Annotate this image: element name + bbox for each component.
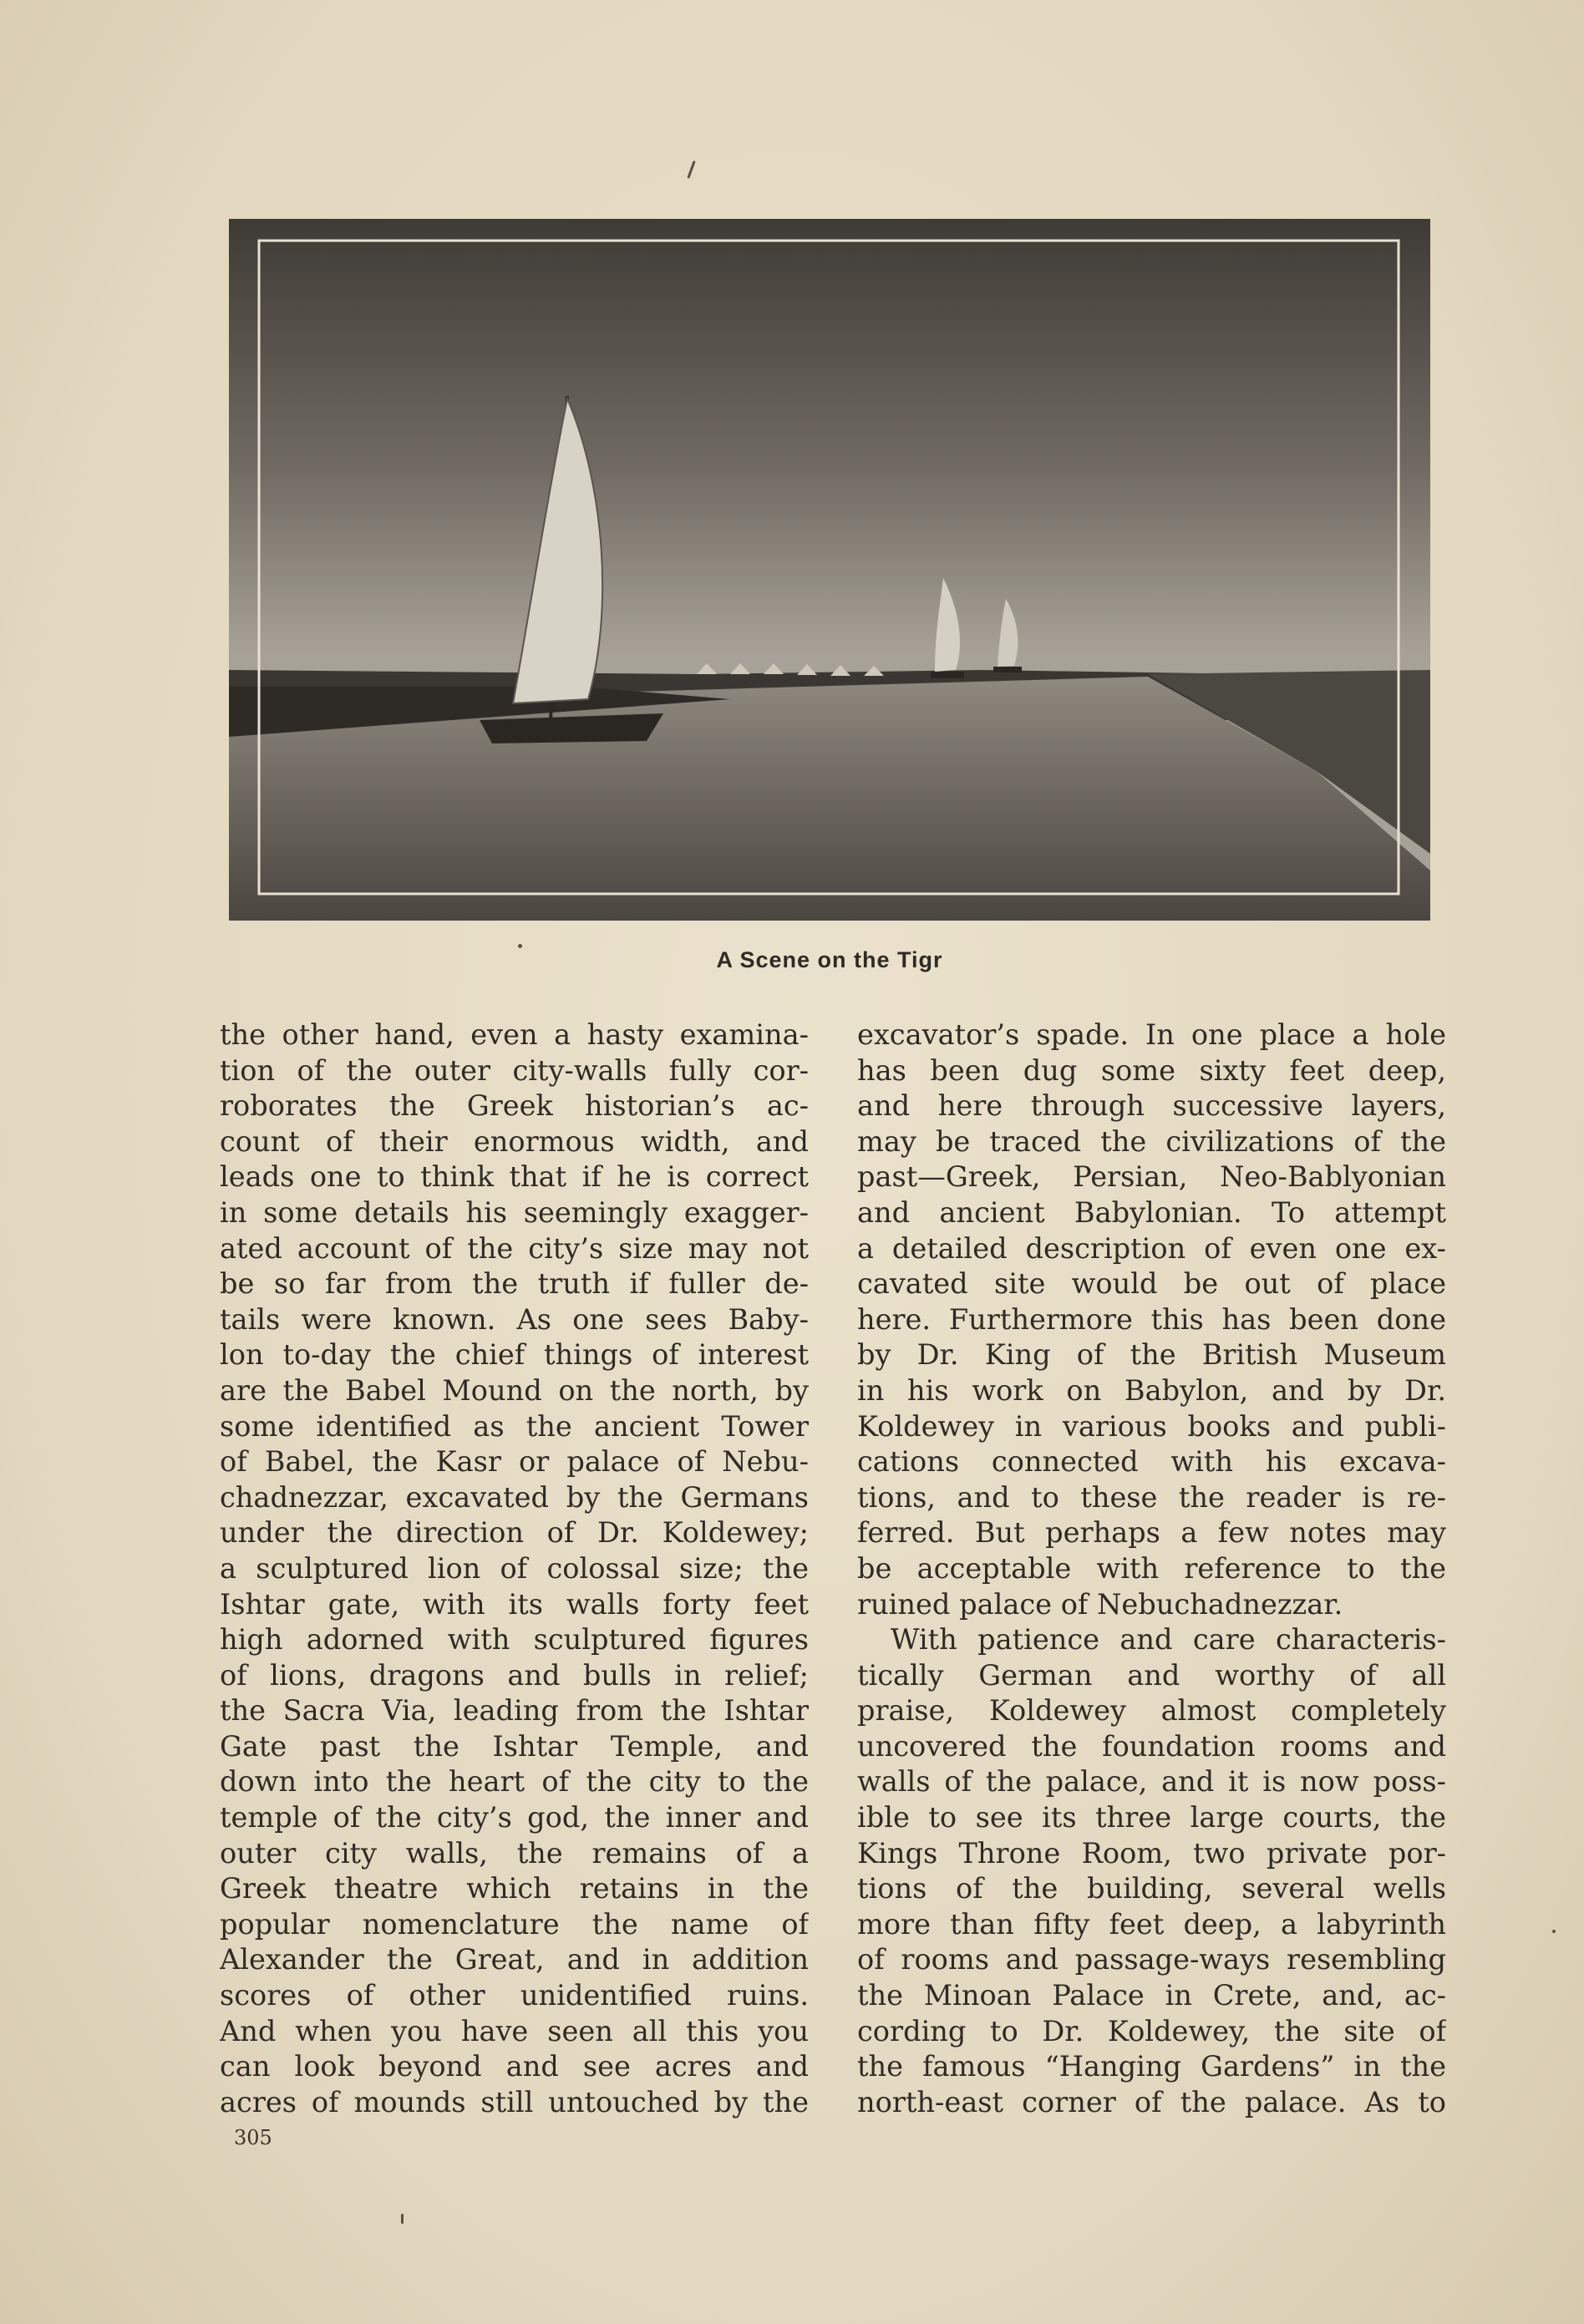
- text-line: cording to Dr. Koldewey, the site of: [857, 2014, 1446, 2047]
- text-line: count of their enormous width, and: [220, 1124, 809, 1158]
- text-line: tically German and worthy of all: [857, 1658, 1446, 1692]
- text-line: cavated site would be out of place: [857, 1267, 1446, 1301]
- text-line: roborates the Greek historian’s ac-: [220, 1089, 809, 1123]
- text-line: outer city walls, the remains of a: [220, 1836, 809, 1870]
- text-line: popular nomenclature the name of: [220, 1907, 809, 1941]
- text-line: a detailed description of even one ex-: [857, 1231, 1446, 1265]
- text-line: some identified as the ancient Tower: [220, 1409, 809, 1443]
- text-line: lon to-day the chief things of interest: [220, 1338, 809, 1372]
- text-line: by Dr. King of the British Museum: [857, 1338, 1446, 1372]
- print-speck: [1552, 1930, 1556, 1933]
- text-line: of Babel, the Kasr or palace of Nebu-: [220, 1445, 809, 1479]
- text-line: tions of the building, several wells: [857, 1872, 1446, 1905]
- text-line: the other hand, even a hasty examina-: [220, 1018, 809, 1051]
- text-line: ible to see its three large courts, the: [857, 1801, 1446, 1834]
- text-line: more than fifty feet deep, a labyrinth: [857, 1907, 1446, 1941]
- page-number: 305: [234, 2126, 272, 2149]
- text-line: leads one to think that if he is correct: [220, 1160, 809, 1194]
- text-line: Ishtar gate, with its walls forty feet: [220, 1587, 809, 1621]
- text-line: And when you have seen all this you: [220, 2014, 809, 2047]
- text-line: and here through successive layers,: [857, 1089, 1446, 1123]
- text-line: Kings Throne Room, two private por-: [857, 1836, 1446, 1870]
- text-line: chadnezzar, excavated by the Germans: [220, 1480, 809, 1514]
- text-line: are the Babel Mound on the north, by: [220, 1373, 809, 1407]
- text-line: the Sacra Via, leading from the Ishtar: [220, 1694, 809, 1728]
- text-line: scores of other unidentified ruins.: [220, 1979, 809, 2012]
- text-line: down into the heart of the city to the: [220, 1765, 809, 1799]
- photograph-sailboats-on-river: [229, 219, 1430, 921]
- text-line: acres of mounds still untouched by the: [220, 2085, 809, 2118]
- print-speck: [518, 944, 522, 948]
- text-line: Alexander the Great, and in addition: [220, 1943, 809, 1976]
- text-line: ated account of the city’s size may not: [220, 1231, 809, 1265]
- sailboat-scene-illustration: [229, 219, 1430, 921]
- print-speck: [401, 2214, 404, 2224]
- text-line: has been dug some sixty feet deep,: [857, 1053, 1446, 1087]
- text-line: tion of the outer city-walls fully cor-: [220, 1053, 809, 1087]
- text-line: praise, Koldewey almost completely: [857, 1694, 1446, 1728]
- text-line: here. Furthermore this has been done: [857, 1302, 1446, 1336]
- text-line: tails were known. As one sees Baby-: [220, 1302, 809, 1336]
- left-text-column: [220, 1017, 809, 2120]
- text-line: a sculptured lion of colossal size; the: [220, 1551, 809, 1585]
- text-line: walls of the palace, and it is now poss-: [857, 1765, 1446, 1799]
- text-line: ferred. But perhaps a few notes may: [857, 1516, 1446, 1550]
- text-line: the Minoan Palace in Crete, and, ac-: [857, 1979, 1446, 2012]
- figure-caption: A Scene on the Tigr: [716, 947, 943, 972]
- print-speck: [687, 160, 695, 179]
- text-line: in his work on Babylon, and by Dr.: [857, 1373, 1446, 1407]
- text-line: the famous “Hanging Gardens” in the: [857, 2050, 1446, 2083]
- text-line: With patience and care characteris-: [891, 1623, 1446, 1657]
- text-line: temple of the city’s god, the inner and: [220, 1801, 809, 1834]
- text-line: Gate past the Ishtar Temple, and: [220, 1729, 809, 1763]
- text-line: cations connected with his excava-: [857, 1445, 1446, 1479]
- text-line: of rooms and passage-ways resembling: [857, 1943, 1446, 1976]
- text-line: Koldewey in various books and publi-: [857, 1409, 1446, 1443]
- text-line: excavator’s spade. In one place a hole: [857, 1018, 1446, 1051]
- text-line: may be traced the civilizations of the: [857, 1124, 1446, 1158]
- text-line: north-east corner of the palace. As to: [857, 2085, 1446, 2118]
- text-line: uncovered the foundation rooms and: [857, 1729, 1446, 1763]
- text-line: Greek theatre which retains in the: [220, 1872, 809, 1905]
- text-line: be acceptable with reference to the: [857, 1551, 1446, 1585]
- text-line: tions, and to these the reader is re-: [857, 1480, 1446, 1514]
- text-line: can look beyond and see acres and: [220, 2050, 809, 2083]
- text-line: ruined palace of Nebuchadnezzar.: [857, 1587, 1343, 1621]
- text-line: and ancient Babylonian. To attempt: [857, 1195, 1446, 1229]
- text-line: under the direction of Dr. Koldewey;: [220, 1516, 809, 1550]
- text-line: high adorned with sculptured figures: [220, 1623, 809, 1657]
- text-line: in some details his seemingly exagger-: [220, 1195, 809, 1229]
- text-line: be so far from the truth if fuller de-: [220, 1267, 809, 1301]
- right-text-column: [857, 1017, 1446, 2120]
- text-line: of lions, dragons and bulls in relief;: [220, 1658, 809, 1692]
- text-line: past—Greek, Persian, Neo-Bablyonian: [857, 1160, 1446, 1194]
